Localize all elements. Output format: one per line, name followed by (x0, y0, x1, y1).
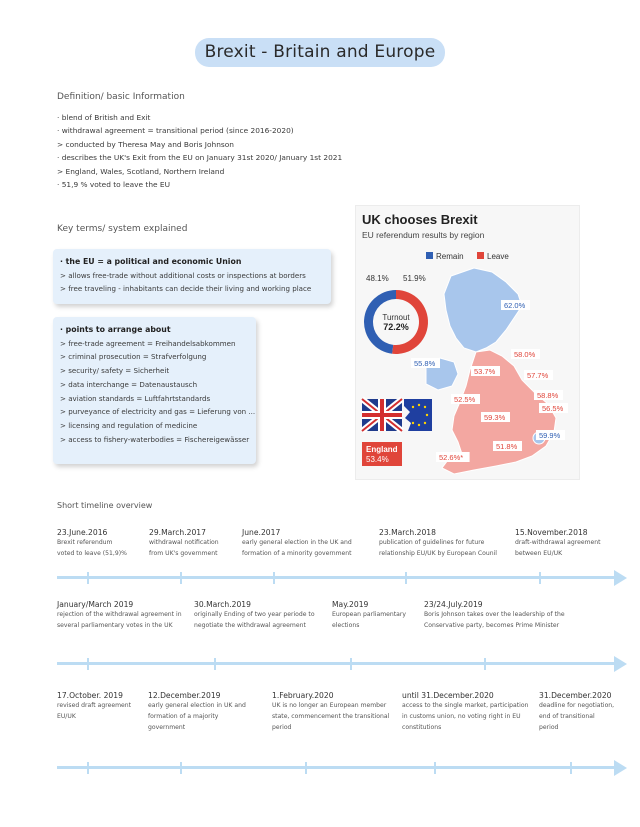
points-box-line: > licensing and regulation of medicine (60, 421, 198, 431)
brexit-infographic (355, 205, 580, 480)
event-date: January/March 2019 (57, 600, 134, 609)
event-desc: period (272, 724, 292, 731)
event-desc: end of transitional (539, 713, 595, 720)
timeline-event (57, 691, 131, 722)
points-box-line: > purveyance of electricity and gas = Lieferung von ... (60, 407, 256, 417)
event-desc: Brexit referendum (57, 539, 113, 546)
event-desc: government (148, 724, 186, 731)
event-desc: publication of guidelines for future (379, 539, 485, 546)
definition-line: · 51,9 % voted to leave the EU (57, 180, 170, 190)
timeline-row3-bar (57, 766, 617, 769)
points-box-line: > security/ safety = Sicherheit (60, 366, 170, 376)
infographic-svg (356, 206, 581, 481)
timeline-row3-arrow-icon (614, 760, 627, 776)
infographic-title: UK chooses Brexit (362, 212, 478, 227)
event-desc: EU/UK (57, 713, 76, 720)
title-container (0, 38, 640, 67)
infographic-subtitle: EU referendum results by region (362, 230, 485, 240)
region-label: 56.5% (542, 404, 564, 413)
timeline-tick (87, 572, 89, 584)
points-box (53, 317, 256, 464)
region-label: 59.9% (539, 431, 561, 440)
event-desc: revised draft agreement (57, 702, 132, 709)
timeline-tick (539, 572, 541, 584)
region-label: 58.0% (514, 350, 536, 359)
definition-line: · withdrawal agreement = transitional period (since 2016-2020) (57, 126, 294, 136)
event-desc: draft-withdrawal agreement (515, 539, 601, 546)
event-date: 1.February.2020 (272, 691, 334, 700)
event-desc: European parliamentary (332, 611, 406, 618)
timeline-tick (87, 658, 89, 670)
timeline-tick (214, 658, 216, 670)
event-desc: negotiate the withdrawal agreement (194, 622, 306, 629)
england-value: 53.4% (366, 455, 389, 464)
event-desc: formation of a minority government (242, 550, 352, 557)
timeline-event (57, 528, 127, 559)
legend-remain-swatch (426, 252, 433, 259)
event-desc: between EU/UK (515, 550, 563, 557)
timeline-event (515, 528, 601, 559)
timeline-tick (305, 762, 307, 774)
event-date: until 31.December.2020 (402, 691, 494, 700)
timeline-row2-arrow-icon (614, 656, 627, 672)
region-label: 58.8% (537, 391, 559, 400)
event-date: 12.December.2019 (148, 691, 221, 700)
eu-box (53, 249, 331, 304)
event-desc: early general election in the UK and (242, 539, 352, 546)
event-date: 23.June.2016 (57, 528, 108, 537)
event-desc: UK is no longer an European member (272, 702, 387, 709)
legend-leave-swatch (477, 252, 484, 259)
event-desc: state, commencement the transitional (272, 713, 390, 720)
key-terms-heading: Key terms/ system explained (57, 224, 188, 234)
event-desc: period (539, 724, 559, 731)
event-date: June.2017 (242, 528, 281, 537)
legend-leave-label: Leave (487, 252, 509, 261)
timeline-tick (87, 762, 89, 774)
points-box-line: > free-trade agreement = Freihandelsabkommen (60, 338, 236, 348)
event-desc: in customs union, no voting right in EU (402, 713, 521, 720)
timeline-event (148, 691, 246, 733)
event-desc: Boris Johnson takes over the leadership of the (424, 611, 565, 618)
turnout-donut (364, 290, 428, 354)
event-date: 31.December.2020 (539, 691, 612, 700)
region-label: 52.6%* (439, 453, 464, 462)
points-box-line: > criminal prosecution = Strafverfolgung (60, 352, 207, 362)
points-box-title: · points to arrange about (60, 325, 171, 334)
leave-percentage: 51.9% (403, 274, 426, 283)
eu-box-title: · the EU = a political and economic Union (60, 257, 242, 266)
points-box-line: > data interchange = Datenaustausch (60, 379, 198, 389)
timeline-tick (405, 572, 407, 584)
event-desc: withdrawal notification (149, 539, 219, 546)
timeline-heading: Short timeline overview (57, 501, 153, 510)
remain-percentage: 48.1% (366, 274, 389, 283)
region-label: 55.8% (414, 359, 436, 368)
timeline-tick (484, 658, 486, 670)
event-desc: constitutions (402, 724, 442, 731)
definition-line: > England, Wales, Scotland, Northern Ireland (57, 166, 225, 176)
definition-line: · describes the UK's Exit from the EU on January 31st 2020/ January 1st 2021 (57, 153, 343, 163)
region-label: 53.7% (474, 367, 496, 376)
event-desc: elections (332, 622, 360, 629)
timeline-event (272, 691, 389, 733)
event-date: 15.November.2018 (515, 528, 588, 537)
timeline-tick (273, 572, 275, 584)
event-desc: originally Ending of two year periode to (194, 611, 315, 618)
eu-box-line: > allows free-trade without additional costs or inspections at borders (60, 270, 306, 280)
timeline-tick (434, 762, 436, 774)
timeline-event (149, 528, 219, 559)
event-date: 30.March.2019 (194, 600, 251, 609)
event-desc: access to the single market, participation (402, 702, 529, 709)
definition-line: · blend of British and Exit (57, 113, 151, 122)
event-desc: from UK's government (149, 550, 218, 557)
timeline-event (539, 691, 614, 733)
region-label: 57.7% (527, 371, 549, 380)
uk-flag-icon (362, 399, 402, 431)
timeline-row1-arrow-icon (614, 570, 627, 586)
event-date: 23.March.2018 (379, 528, 436, 537)
points-box-line: > access to fishery-waterbodies = Fischereigewässer (60, 435, 250, 445)
event-desc: relationship EU/UK by European Counil (379, 550, 497, 557)
event-date: May.2019 (332, 600, 369, 609)
event-desc: several parliamentary votes in the UK (57, 622, 173, 629)
timeline-row1-bar (57, 576, 617, 579)
timeline-event (194, 600, 315, 631)
timeline-event (332, 600, 406, 631)
eu-flag-icon (404, 399, 432, 431)
turnout-label: Turnout (382, 313, 410, 322)
legend-remain-label: Remain (436, 252, 464, 261)
timeline-tick (350, 658, 352, 670)
eu-box-line: > free traveling - inhabitants can decide their living and working place (60, 284, 312, 294)
event-desc: deadline for negotiation, (539, 702, 615, 709)
timeline-event (57, 600, 182, 631)
timeline-tick (180, 762, 182, 774)
timeline-event (242, 528, 352, 559)
region-label: 59.3% (484, 413, 506, 422)
points-box-line: > aviation standards = Luftfahrtstandards (60, 393, 211, 403)
event-date: 23/24.July.2019 (424, 600, 483, 609)
definition-line: > conducted by Theresa May and Boris Johnson (57, 139, 234, 149)
event-date: 17.October. 2019 (57, 691, 123, 700)
event-desc: voted to leave (51,9)% (57, 550, 127, 557)
timeline-event (379, 528, 497, 559)
timeline-event (424, 600, 565, 631)
region-label: 52.5% (454, 395, 476, 404)
event-desc: Conservative party, becomes Prime Minister (424, 622, 560, 629)
event-date: 29.March.2017 (149, 528, 206, 537)
timeline-event (402, 691, 528, 733)
definition-heading: Definition/ basic Information (57, 92, 185, 102)
page-title: Brexit - Britain and Europe (195, 38, 446, 67)
timeline-row2-bar (57, 662, 617, 665)
event-desc: rejection of the withdrawal agreement in (57, 611, 182, 618)
england-label: England (366, 445, 398, 454)
region-label: 51.8% (496, 442, 518, 451)
event-desc: early general election in UK and (148, 702, 246, 709)
timeline-tick (570, 762, 572, 774)
turnout-value: 72.2% (383, 322, 409, 332)
region-label: 62.0% (504, 301, 526, 310)
definition-list (57, 111, 342, 191)
event-desc: formation of a majority (148, 713, 219, 720)
timeline-tick (180, 572, 182, 584)
